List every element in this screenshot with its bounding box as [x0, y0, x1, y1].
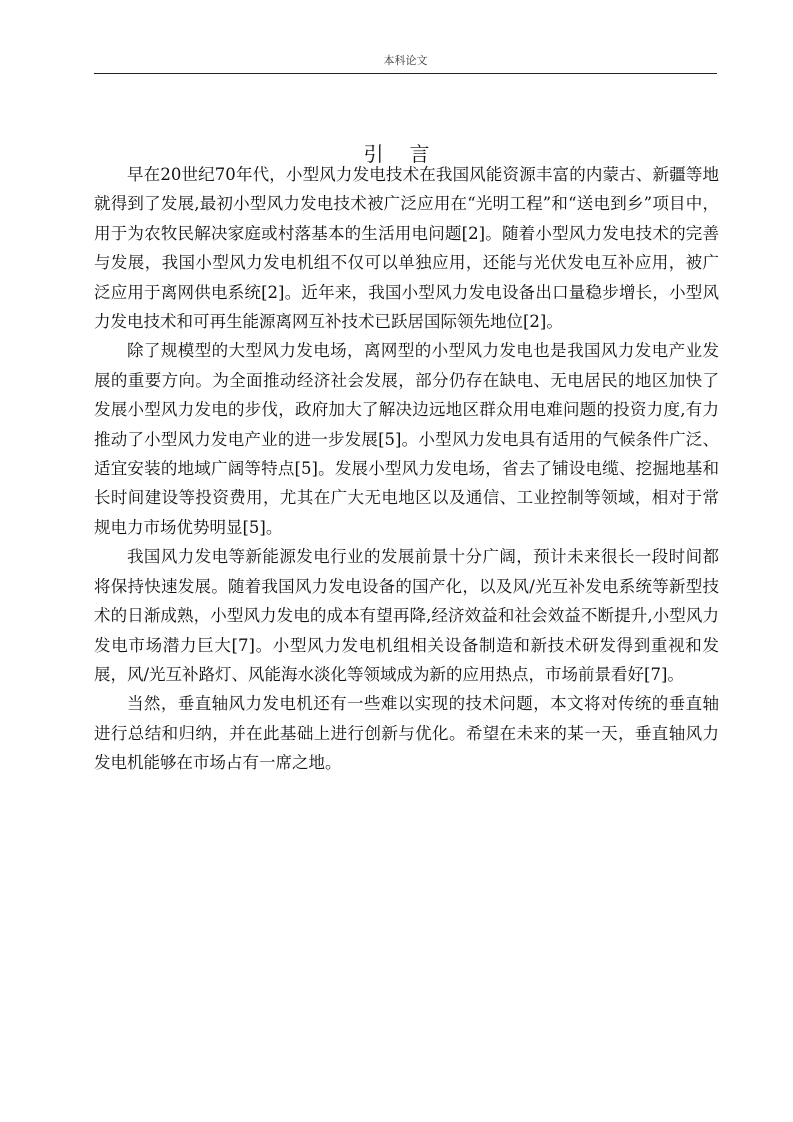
running-header-title: 本科论文	[383, 54, 428, 67]
section-title: 引言	[363, 142, 456, 167]
paragraph: 早在20世纪70年代，小型风力发电技术在我国风能资源丰富的内蒙古、新疆等地就得到了发展,最初小型风力发电技术被广泛应用在“光明工程”和“送电到乡”项目中，用于为农牧民解决家庭或村落基本的生活用电问题[2]。随着小型风力发电技术的完善与发展，我国小型风力发电机组不仅可以单独应用，还能与光伏发电互补应用，被广泛应用于离网供电系统[2]。近年来，我国小型风力发电设备出口量稳步增长，小型风力发电技术和可再生能源离网互补技术已跃居国际领先地位[2]。	[94, 165, 719, 332]
paragraph: 除了规模型的大型风力发电场，离网型的小型风力发电也是我国风力发电产业发展的重要方向。为全面推动经济社会发展，部分仍存在缺电、无电居民的地区加快了发展小型风力发电的步伐，政府加大了解决边远地区群众用电难问题的投资力度,有力推动了小型风力发电产业的进一步发展[5]。小型风力发电具有适用的气候条件广泛、适宜安装的地域广阔等特点[5]。发展小型风力发电场，省去了铺设电缆、挖掘地基和长时间建设等投资费用，尤其在广大无电地区以及通信、工业控制等领域，相对于常规电力市场优势明显[5]。	[94, 341, 719, 537]
body-text	[94, 160, 719, 778]
paragraph: 我国风力发电等新能源发电行业的发展前景十分广阔，预计未来很长一段时间都将保持快速发展。随着我国风力发电设备的国产化，以及风/光互补发电系统等新型技术的日渐成熟，小型风力发电的成本有望再降,经济效益和社会效益不断提升,小型风力发电市场潜力巨大[7]。小型风力发电机组相关设备制造和新技术研发得到重视和发展，风/光互补路灯、风能海水淡化等领域成为新的应用热点，市场前景看好[7]。	[94, 547, 719, 684]
running-header	[94, 53, 717, 74]
paragraph: 当然，垂直轴风力发电机还有一些难以实现的技术问题，本文将对传统的垂直轴进行总结和归纳，并在此基础上进行创新与优化。希望在未来的某一天，垂直轴风力发电机能够在市场占有一席之地。	[94, 694, 719, 773]
